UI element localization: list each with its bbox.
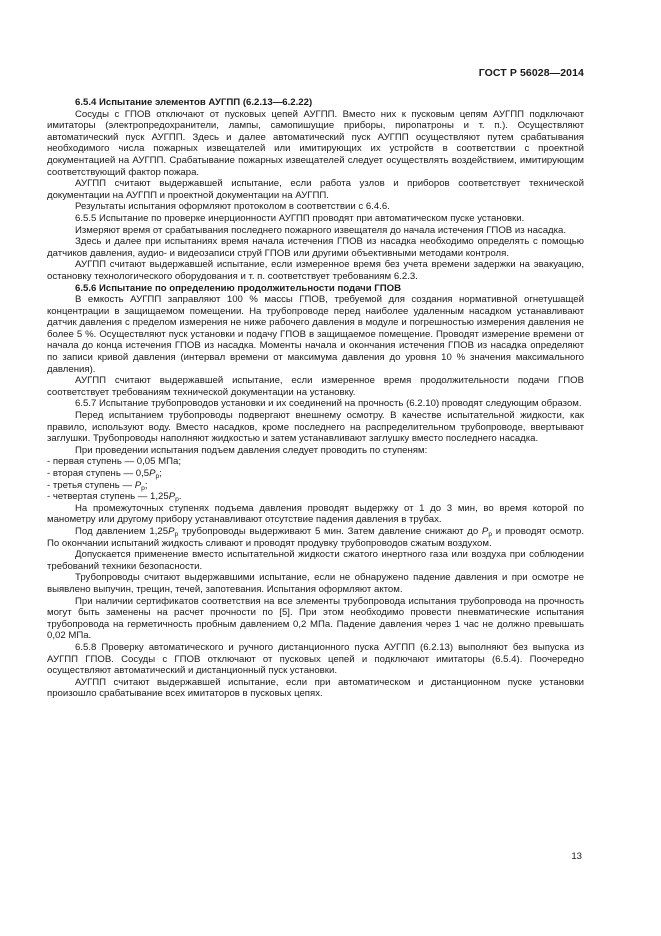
paragraph: Измеряют время от срабатывания последнего пожарного извещателя до начала истечения ГПОВ из насадка. <box>75 224 567 236</box>
text-fragment: Под давлением 1,25 <box>75 525 169 537</box>
pressure-subscript: р <box>174 530 179 538</box>
paragraph: 6.5.8 Проверку автоматического и ручного дистанционного пуска АУГПП (6.2.13) выполняют без выпуска из АУГПП ГПОВ. Сосуды с ГПОВ отключают от пусковых цепей и подключают имитаторы (6.5.4). Поочередно осуществляют автоматический и дистанционный пуск установки. <box>47 641 584 677</box>
paragraph: При наличии сертификатов соответствия на все элементы трубопровода испытания трубопровода на прочность могут быть заменены на расчет прочности по [5]. При этом необходимо провести пневматические испытания трубопровода на герметичность пробным давлением 0,2 МПа. Падение давления через 1 час не должно превышать 0,02 МПа. <box>47 595 584 642</box>
paragraph: АУГПП считают выдержавшей испытание, если измеренное время продолжительности подачи ГПОВ соответствует требованиям технической документации на установку. <box>47 375 584 398</box>
pressure-subscript: р <box>175 496 179 504</box>
document-body <box>47 97 584 700</box>
paragraph: Здесь и далее при испытаниях время начала истечения ГПОВ из насадка необходимо определять с помощью датчиков давления, аудио- и видеозаписи струй ГПОВ или другими объективными методами контроля. <box>47 236 584 259</box>
text-fragment: ; <box>144 479 148 491</box>
text-fragment: - четвертая ступень — 1,25 <box>47 491 169 503</box>
text-fragment: ; <box>159 468 162 479</box>
pressure-symbol: P <box>149 468 156 479</box>
paragraph: 6.5.5 Испытание по проверке инерционности АУГПП проводят при автоматическом пуске установки. <box>75 212 525 224</box>
text-fragment: . <box>178 491 182 503</box>
paragraph: 6.5.7 Испытание трубопроводов установки и их соединений на прочность (6.2.10) проводят следующим образом. <box>75 398 582 410</box>
document-header: ГОСТ Р 56028—2014 <box>478 67 584 79</box>
page-number: 13 <box>571 851 582 862</box>
paragraph: В емкость АУГПП заправляют 100 % массы ГПОВ, требуемой для создания нормативной огнетушащей концентрации в защищаемом помещении. На трубопроводе перед наиболее удаленным насадком устанавливают датчик давления с пределом измерения не ниже рабочего давления в модуле и погрешностью измерения давления не более 5 %. Осуществляют пуск установки и подачу ГПОВ в защищаемое помещение. Проводят измерение времени от начала до конца истечения ГПОВ из насадка. Моменты начала и окончания истечения ГПОВ из насадка определяют по записи кривой давления (интервал времени от максимума давления до уровня 10 % значения максимального давления). <box>47 294 584 375</box>
pressure-symbol: P <box>134 479 142 491</box>
list-item <box>47 468 584 480</box>
paragraph: Перед испытанием трубопроводы подвергают внешнему осмотру. В качестве испытательной жидкости, как правило, используют воду. Вместо насадков, кроме последнего на распределительном трубопроводе, ввертывают заглушки. Трубопроводы наполняют жидкостью и затем устанавливают заглушку вместо последнего насадка. <box>47 410 584 445</box>
text-fragment: и проводят осмотр. По окончании испытаний жидкость сливают и проводят продувку трубопроводов сжатым воздухом. <box>47 525 584 549</box>
pressure-symbol: P <box>168 491 176 503</box>
paragraph: Трубопроводы считают выдержавшими испытание, если не обнаружено падение давления и при осмотре не выявлено выпучин, трещин, течей, запотевания. Испытания оформляют актом. <box>47 572 584 595</box>
text-fragment: трубопроводы выдерживают 5 мин. Затем давление снижают до <box>178 525 482 537</box>
paragraph <box>47 526 584 549</box>
pressure-symbol: P <box>481 525 489 537</box>
list-item: - первая ступень — 0,05 МПа; <box>47 456 181 468</box>
pressure-subscript: р <box>141 484 145 492</box>
paragraph: АУГПП считают выдержавшей испытание, если при автоматическом и дистанционном пуске установки произошло срабатывание всех имитаторов в пусковых цепях. <box>47 676 584 700</box>
paragraph: Сосуды с ГПОВ отключают от пусковых цепей АУГПП. Вместо них к пусковым цепям АУГПП подключают имитаторы (электропредохранители, лампы, самопишущие приборы, пиропатроны и т. п.). Осуществляют автоматический пуск АУГПП. Здесь и далее автоматический пуск АУГПП осуществляют путем срабатывания необходимого числа пожарных извещателей или имитирующих их устройств в соответствии с проектной документацией на АУГПП. Срабатывание пожарных извещателей следует осуществлять воздействием, имитирующим соответствующий фактор пожара. <box>47 108 584 178</box>
section-heading: 6.5.4 Испытание элементов АУГПП (6.2.13—6.2.22) <box>75 97 313 108</box>
paragraph: На промежуточных ступенях подъема давления проводят выдержку от 1 до 3 мин, во время которой по манометру или другому прибору устанавливают отсутствие падения давления в трубах. <box>47 502 584 526</box>
pressure-symbol: P <box>168 525 175 537</box>
section-heading: 6.5.6 Испытание по определению продолжительности подачи ГПОВ <box>75 282 402 294</box>
text-fragment: - вторая ступень — 0,5 <box>47 468 150 479</box>
paragraph: АУГПП считают выдержавшей испытание, если измеренное время без учета времени задержки на эвакуацию, остановку технологического оборудования и т. п. соответствует требованиям 6.2.3. <box>47 259 584 282</box>
pressure-subscript: р <box>155 473 160 480</box>
paragraph: Допускается применение вместо испытательной жидкости сжатого инертного газа или воздуха при соблюдении требований техники безопасности. <box>47 549 584 572</box>
paragraph: АУГПП считают выдержавшей испытание, если работа узлов и приборов соответствует технической документации на АУГПП и проектной документации на АУГПП. <box>47 178 584 201</box>
paragraph: Результаты испытания оформляют протоколом в соответствии с 6.4.6. <box>75 201 390 213</box>
list-item <box>47 491 584 503</box>
list-item <box>47 480 584 492</box>
paragraph: При проведении испытания подъем давления следует проводить по ступеням: <box>75 444 428 456</box>
pressure-subscript: р <box>488 530 493 538</box>
text-fragment: - третья ступень — <box>47 479 135 491</box>
